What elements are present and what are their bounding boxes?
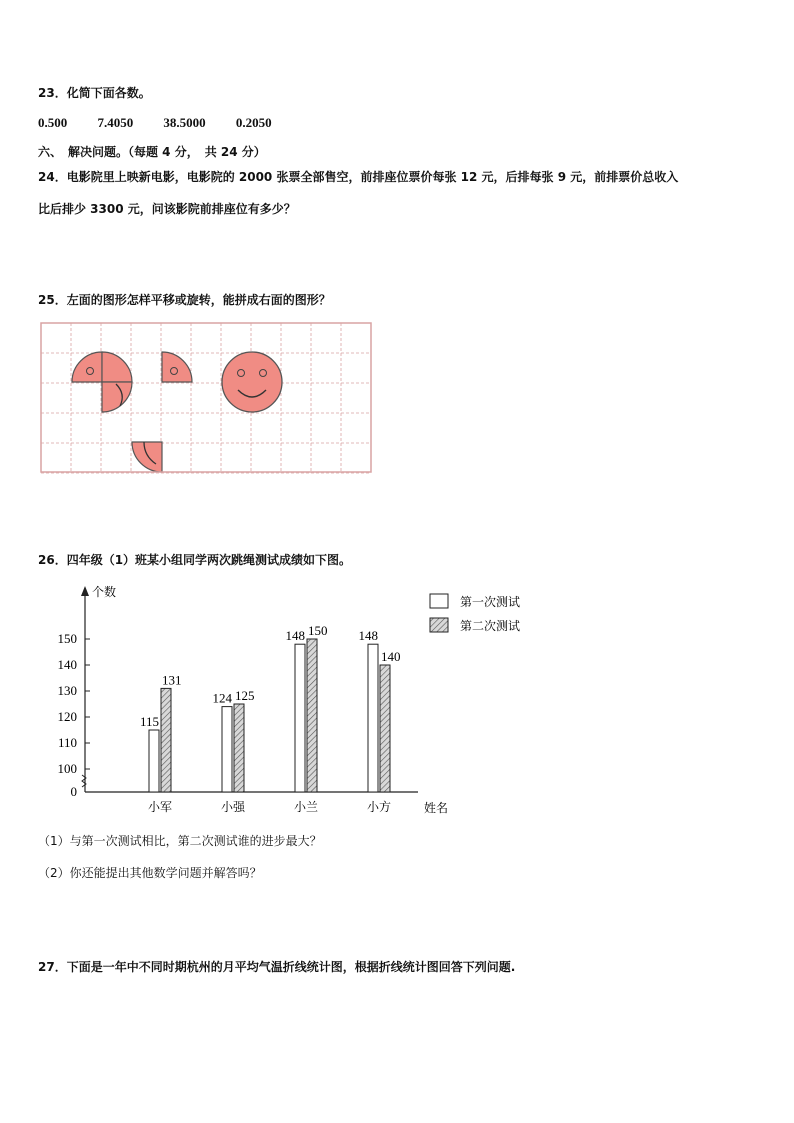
bar-first-test — [149, 730, 159, 792]
bar-second-test — [161, 688, 171, 792]
legend-swatch — [430, 594, 448, 608]
bar-second-test — [234, 704, 244, 792]
y-tick-label: 120 — [57, 709, 77, 724]
q25-title: 25．左面的图形怎样平移或旋转，能拼成右面的图形？ — [38, 293, 331, 307]
category-label: 小兰 — [293, 800, 319, 814]
y-tick-label: 0 — [70, 784, 77, 799]
bar-value-label: 140 — [381, 649, 401, 664]
q26-title: 26．四年级（1）班某小组同学两次跳绳测试成绩如下图。 — [38, 553, 352, 567]
category-label: 小强 — [220, 800, 246, 814]
y-tick-label: 100 — [57, 761, 77, 776]
bar-first-test — [295, 644, 305, 792]
number-4: 0.2050 — [235, 115, 272, 130]
y-tick-label: 150 — [57, 631, 77, 646]
left-half-circle-piece — [72, 352, 132, 382]
bar-second-test — [307, 639, 317, 792]
smiley-face-target — [222, 352, 282, 412]
q23-numbers — [38, 115, 298, 131]
bars — [140, 623, 401, 792]
quarter-circle-piece-mouth — [102, 382, 132, 412]
bar-second-test — [380, 665, 390, 792]
number-2: 7.4050 — [97, 115, 134, 130]
number-3: 38.5000 — [163, 115, 206, 130]
bar-first-test — [368, 644, 378, 792]
y-tick-label: 130 — [57, 683, 77, 698]
grid-figure — [40, 322, 372, 474]
bar-value-label: 124 — [212, 690, 232, 706]
category-labels — [148, 799, 391, 814]
legend-label: 第二次测试 — [460, 619, 521, 633]
q24-line-2: 比后排少 3300 元，问该影院前排座位有多少？ — [38, 202, 296, 216]
bar-value-label: 148 — [358, 628, 378, 644]
bar-value-label: 131 — [162, 672, 182, 688]
grid-lines — [41, 323, 371, 473]
legend — [430, 594, 520, 633]
category-label: 小方 — [366, 800, 392, 814]
x-axis-label: 姓名 — [424, 801, 449, 815]
legend-swatch — [430, 618, 448, 632]
bar-first-test — [222, 707, 232, 792]
y-axis-label: 个数 — [92, 585, 117, 599]
bar-value-label: 150 — [308, 623, 328, 638]
q24-line-1: 24．电影院里上映新电影，电影院的 2000 张票全部售空，前排座位票价每张 12 元，后排每张 9 元，前排票价总收入 — [38, 170, 679, 184]
bar-value-label: 148 — [285, 628, 305, 644]
q26-sub-2: （2）你还能提出其他数学问题并解答吗？ — [38, 866, 262, 880]
section-6-title: 六、 解决问题。（每题 4 分， 共 24 分） — [38, 145, 266, 159]
q26-sub-1: （1）与第一次测试相比，第二次测试谁的进步最大？ — [38, 834, 322, 848]
q27-title: 27．下面是一年中不同时期杭州的月平均气温折线统计图，根据折线统计图回答下列问题. — [38, 960, 516, 974]
grid-border — [41, 323, 371, 472]
y-axis-arrow — [81, 586, 89, 596]
q23-title: 23．化简下面各数。 — [38, 86, 151, 100]
category-label: 小军 — [147, 800, 173, 814]
legend-label: 第一次测试 — [460, 595, 521, 609]
quarter-circle-piece-bottom — [132, 442, 162, 472]
bar-value-label: 115 — [139, 714, 159, 729]
quarter-circle-piece-top-right — [162, 352, 192, 382]
number-1: 0.500 — [38, 115, 68, 130]
y-tick-label: 110 — [57, 735, 77, 750]
y-tick-label: 140 — [57, 657, 77, 672]
bar-chart — [30, 580, 521, 820]
bar-value-label: 125 — [235, 688, 255, 703]
